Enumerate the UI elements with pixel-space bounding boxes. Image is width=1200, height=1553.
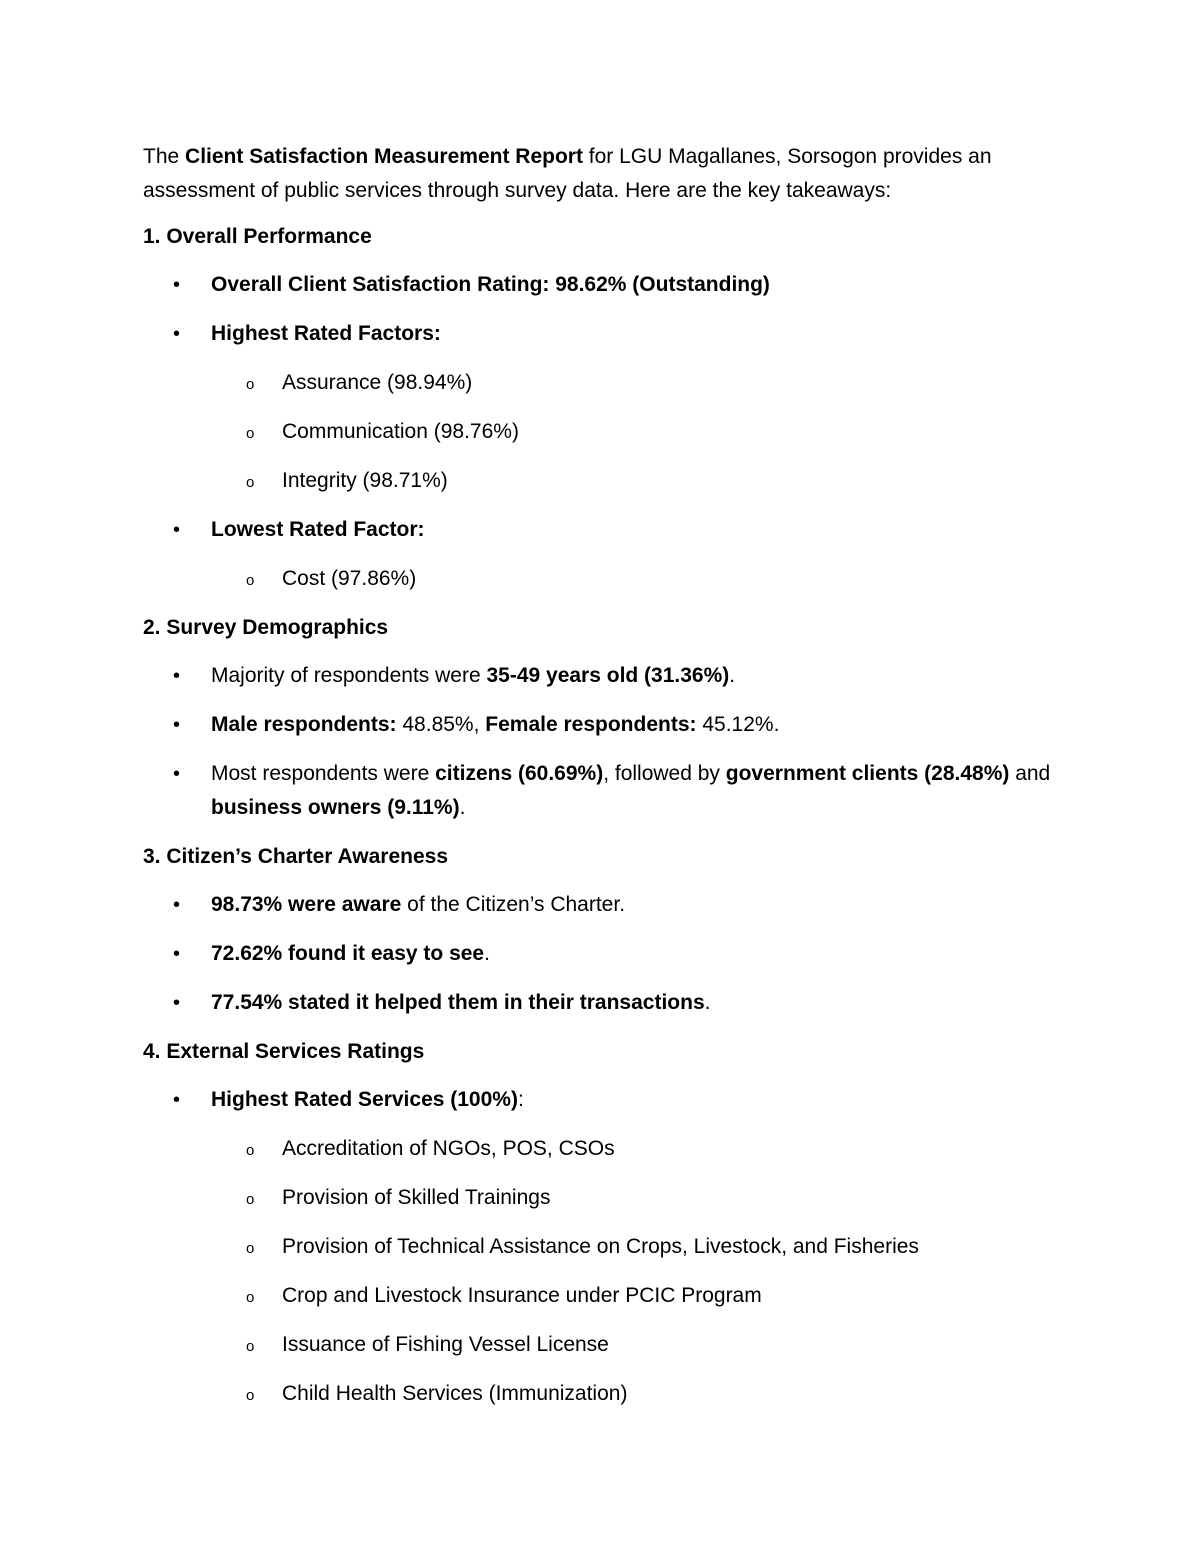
easy-to-see-value: 72.62% found it easy to see: [211, 942, 485, 965]
respondent-type-text-end: .: [459, 796, 466, 819]
circle-bullet-icon: o: [246, 474, 255, 491]
overall-rating: Overall Client Satisfaction Rating: 98.62% (Outstanding): [211, 273, 770, 296]
female-label: Female respondents:: [485, 713, 697, 736]
factor-integrity: Integrity (98.71%): [282, 469, 448, 492]
service-name: Provision of Skilled Trainings: [282, 1186, 551, 1209]
sub-list-item: [211, 562, 1073, 596]
list-item: [143, 513, 1073, 596]
overall-performance-list: [143, 268, 1073, 596]
circle-bullet-icon: o: [246, 1142, 255, 1159]
male-label: Male respondents:: [211, 713, 397, 736]
factor-communication: Communication (98.76%): [282, 420, 519, 443]
circle-bullet-icon: o: [246, 1338, 255, 1355]
list-item: [143, 937, 1073, 971]
external-services-list: [143, 1083, 1073, 1411]
circle-bullet-icon: o: [246, 572, 255, 589]
bullet-icon: •: [173, 323, 181, 345]
citizens-value: citizens (60.69%): [435, 762, 604, 785]
male-value: 48.85%,: [396, 713, 486, 736]
lowest-factor-label: Lowest Rated Factor:: [211, 518, 425, 541]
circle-bullet-icon: o: [246, 1191, 255, 1208]
circle-bullet-icon: o: [246, 1240, 255, 1257]
report-name: Client Satisfaction Measurement Report: [185, 145, 583, 168]
bullet-icon: •: [173, 665, 181, 687]
intro-text-start: The: [143, 145, 186, 168]
age-text-end: .: [729, 664, 736, 687]
factor-assurance: Assurance (98.94%): [282, 371, 473, 394]
sub-list-item: [211, 366, 1073, 400]
service-name: Accreditation of NGOs, POS, CSOs: [282, 1137, 615, 1160]
sub-list-item: [211, 1328, 1073, 1362]
bullet-icon: •: [173, 714, 181, 736]
bullet-icon: •: [173, 763, 181, 785]
aware-value: 98.73% were aware: [211, 893, 402, 916]
intro-text-end: for LGU Magallanes, Sorsogon provides an assessment of public services through survey data. Here are the key takeaways:: [143, 145, 992, 202]
lowest-factor-list: [211, 562, 1073, 596]
helped-value: 77.54% stated it helped them in their transactions: [211, 991, 705, 1014]
circle-bullet-icon: o: [246, 376, 255, 393]
intro-paragraph: [143, 140, 1073, 208]
age-text-start: Majority of respondents were: [211, 664, 487, 687]
service-name: Child Health Services (Immunization): [282, 1382, 628, 1405]
list-item: [143, 317, 1073, 498]
section-heading-external-services: 4. External Services Ratings: [143, 1040, 425, 1063]
highest-services-label: Highest Rated Services (100%): [211, 1088, 518, 1111]
highest-factors-label: Highest Rated Factors:: [211, 322, 441, 345]
respondent-type-text-and: and: [1009, 762, 1051, 785]
helped-text: .: [704, 991, 711, 1014]
sub-list-item: [211, 1230, 1073, 1264]
list-item: [143, 1083, 1073, 1411]
service-name: Provision of Technical Assistance on Crops, Livestock, and Fisheries: [282, 1235, 919, 1258]
government-clients-value: government clients (28.48%): [725, 762, 1010, 785]
section-heading-survey-demographics: 2. Survey Demographics: [143, 616, 389, 639]
sub-list-item: [211, 1132, 1073, 1166]
easy-to-see-text: .: [484, 942, 490, 965]
sub-list-item: [211, 1181, 1073, 1215]
service-name: Crop and Livestock Insurance under PCIC Program: [282, 1284, 762, 1307]
bullet-icon: •: [173, 274, 181, 296]
list-item: [143, 986, 1073, 1020]
bullet-icon: •: [173, 894, 181, 916]
list-item: [143, 888, 1073, 922]
list-item: [143, 268, 1073, 302]
charter-awareness-list: [143, 888, 1073, 1020]
circle-bullet-icon: o: [246, 1289, 255, 1306]
female-value: 45.12%.: [696, 713, 780, 736]
business-owners-value: business owners (9.11%): [211, 796, 460, 819]
list-item: [143, 757, 1073, 825]
age-group-value: 35-49 years old (31.36%): [486, 664, 730, 687]
bullet-icon: •: [173, 943, 181, 965]
circle-bullet-icon: o: [246, 425, 255, 442]
bullet-icon: •: [173, 992, 181, 1014]
respondent-type-text-start: Most respondents were: [211, 762, 436, 785]
list-item: [143, 659, 1073, 693]
sub-list-item: [211, 1279, 1073, 1313]
document-body: [143, 140, 1073, 1426]
bullet-icon: •: [173, 1089, 181, 1111]
aware-text: of the Citizen’s Charter.: [401, 893, 626, 916]
sub-list-item: [211, 1377, 1073, 1411]
highest-services-list: [211, 1132, 1073, 1411]
highest-factors-list: [211, 366, 1073, 498]
sub-list-item: [211, 464, 1073, 498]
respondent-type-text-mid: , followed by: [603, 762, 726, 785]
bullet-icon: •: [173, 519, 181, 541]
factor-cost: Cost (97.86%): [282, 567, 417, 590]
circle-bullet-icon: o: [246, 1387, 255, 1404]
service-name: Issuance of Fishing Vessel License: [282, 1333, 609, 1356]
highest-services-colon: :: [517, 1088, 524, 1111]
demographics-list: [143, 659, 1073, 825]
section-heading-charter-awareness: 3. Citizen’s Charter Awareness: [143, 845, 449, 868]
section-heading-overall-performance: 1. Overall Performance: [143, 225, 372, 248]
sub-list-item: [211, 415, 1073, 449]
list-item: [143, 708, 1073, 742]
